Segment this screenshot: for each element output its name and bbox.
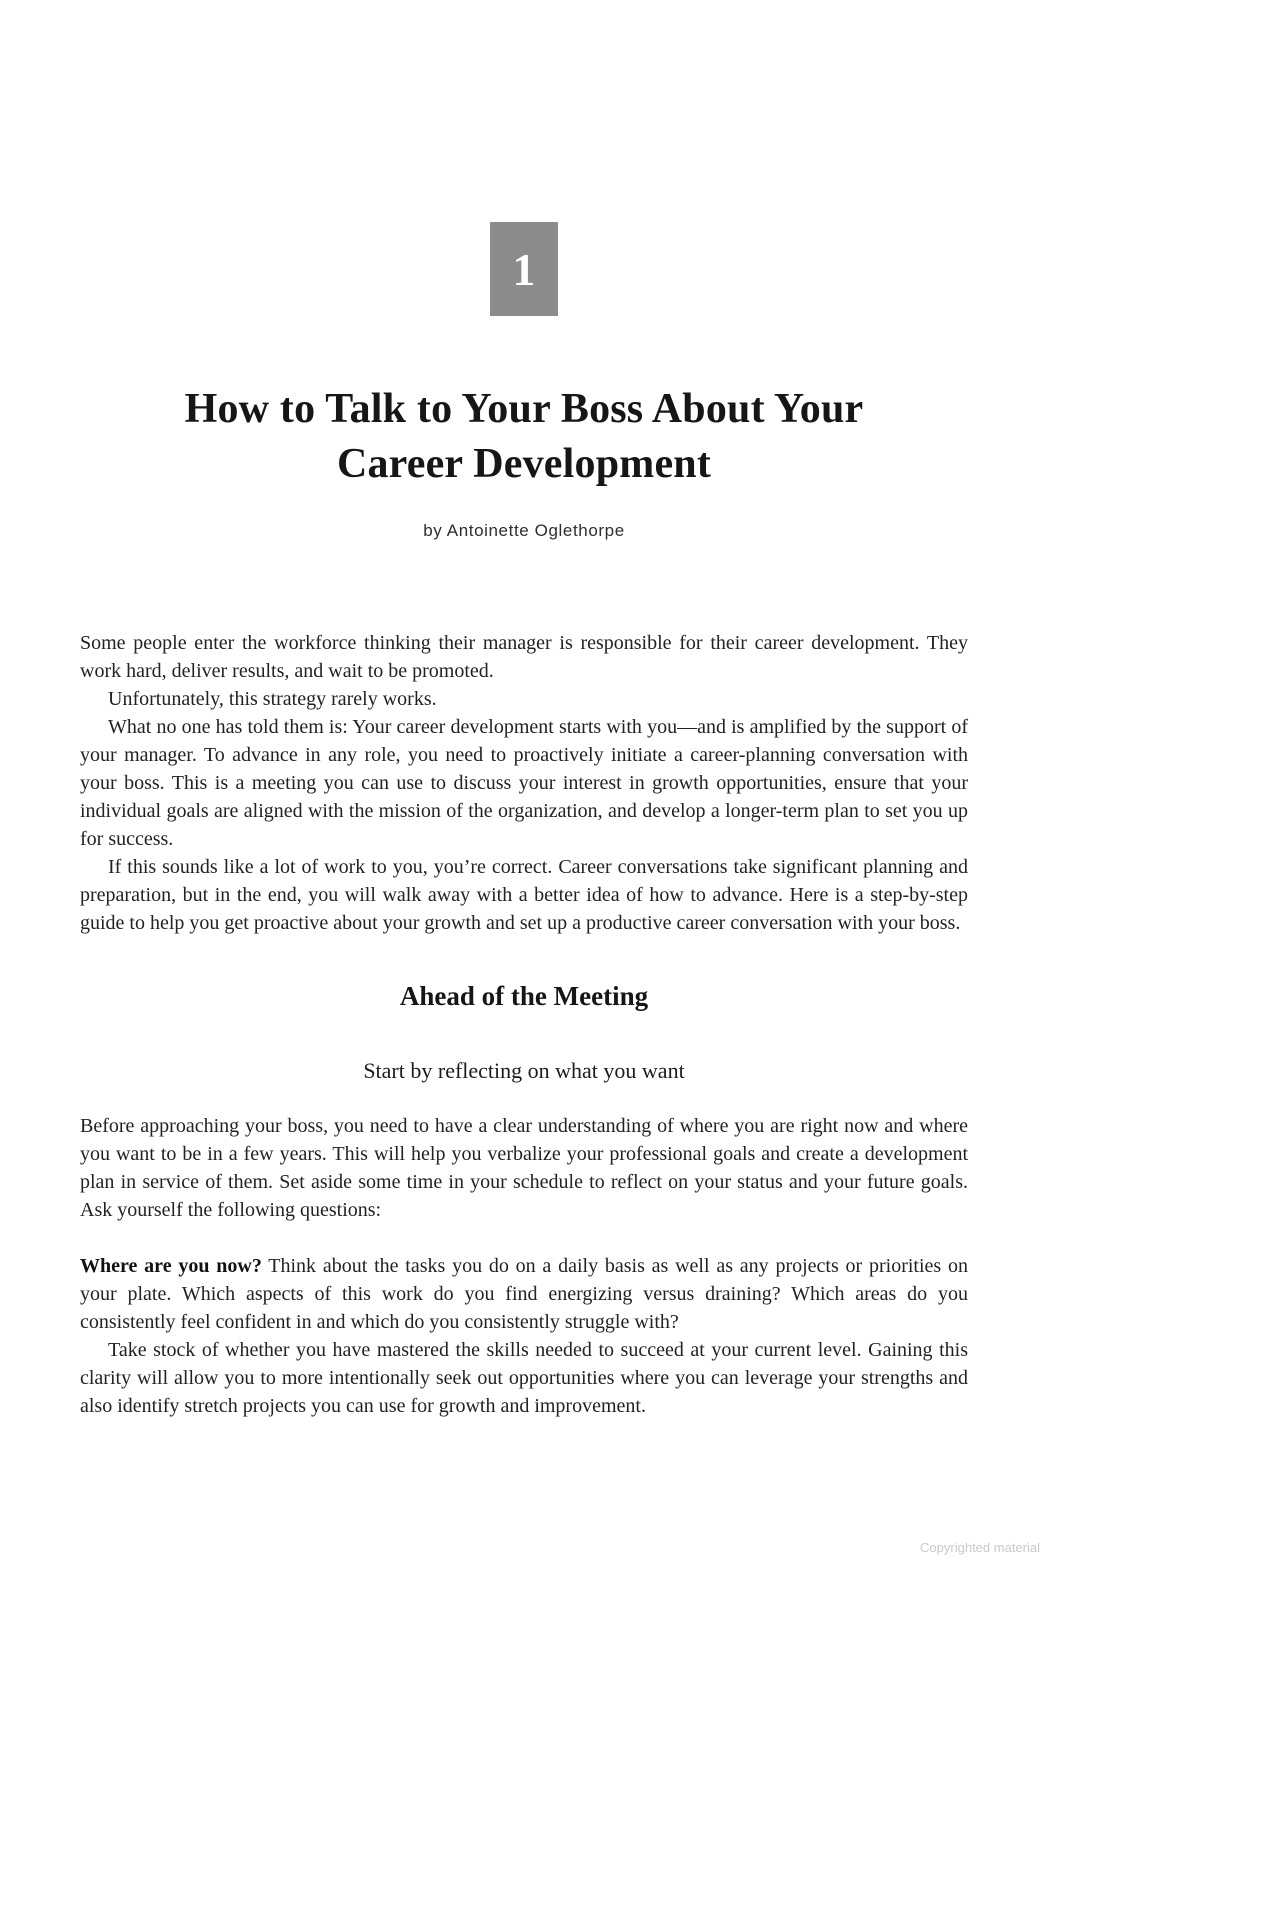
chapter-title-line-1: How to Talk to Your Boss About Your xyxy=(184,386,864,432)
byline: by Antoinette Oglethorpe xyxy=(423,521,625,541)
question-paragraph xyxy=(80,1252,968,1336)
chapter-number-box xyxy=(490,222,558,316)
intro-paragraph: Unfortunately, this strategy rarely works. xyxy=(108,688,437,711)
intro-paragraph: Some people enter the workforce thinking their manager is responsible for their career development. They work hard, deliver results, and wait to be promoted. xyxy=(80,632,968,683)
question-body: Think about the tasks you do on a daily basis as well as any projects or priorities on your plate. Which aspects of this work do you find energizing versus draining? Which areas do you consistently feel confident in and which do you consistently struggle with? xyxy=(80,1255,968,1334)
chapter-number: 1 xyxy=(512,243,536,295)
body-paragraph: Before approaching your boss, you need to have a clear understanding of where you are right now and where you want to be in a few years. This will help you verbalize your professional goals and create a development plan in service of them. Set aside some time in your schedule to reflect on your status and your future goals. Ask yourself the following questions: xyxy=(80,1115,968,1222)
copyright-note: Copyrighted material xyxy=(920,1540,1040,1555)
intro-block xyxy=(80,629,968,937)
question-lead: Where are you now? xyxy=(80,1255,262,1278)
intro-paragraph: What no one has told them is: Your career development starts with you—and is amplified by the support of your manager. To advance in any role, you need to proactively initiate a career-planning conversation with your boss. This is a meeting you can use to discuss your interest in growth opportunities, ensure that your individual goals are aligned with the mission of the organization, and develop a longer-term plan to set you up for success. xyxy=(80,716,968,851)
section-heading: Ahead of the Meeting xyxy=(399,981,649,1012)
subsection-heading: Start by reflecting on what you want xyxy=(363,1058,685,1084)
intro-paragraph: If this sounds like a lot of work to you, you’re correct. Career conversations take significant planning and preparation, but in the end, you will walk away with a better idea of how to advance. Here is a step-by-step guide to help you get proactive about your growth and set up a productive career conversation with your boss. xyxy=(80,856,968,935)
chapter-title xyxy=(80,382,968,491)
chapter-title-line-2: Career Development xyxy=(336,440,712,487)
followup-paragraph: Take stock of whether you have mastered the skills needed to succeed at your current level. Gaining this clarity will allow you to more intentionally seek out opportunities where you can leverage your strengths and also identify stretch projects you can use for growth and improvement. xyxy=(80,1339,968,1418)
page-content xyxy=(80,222,968,1420)
